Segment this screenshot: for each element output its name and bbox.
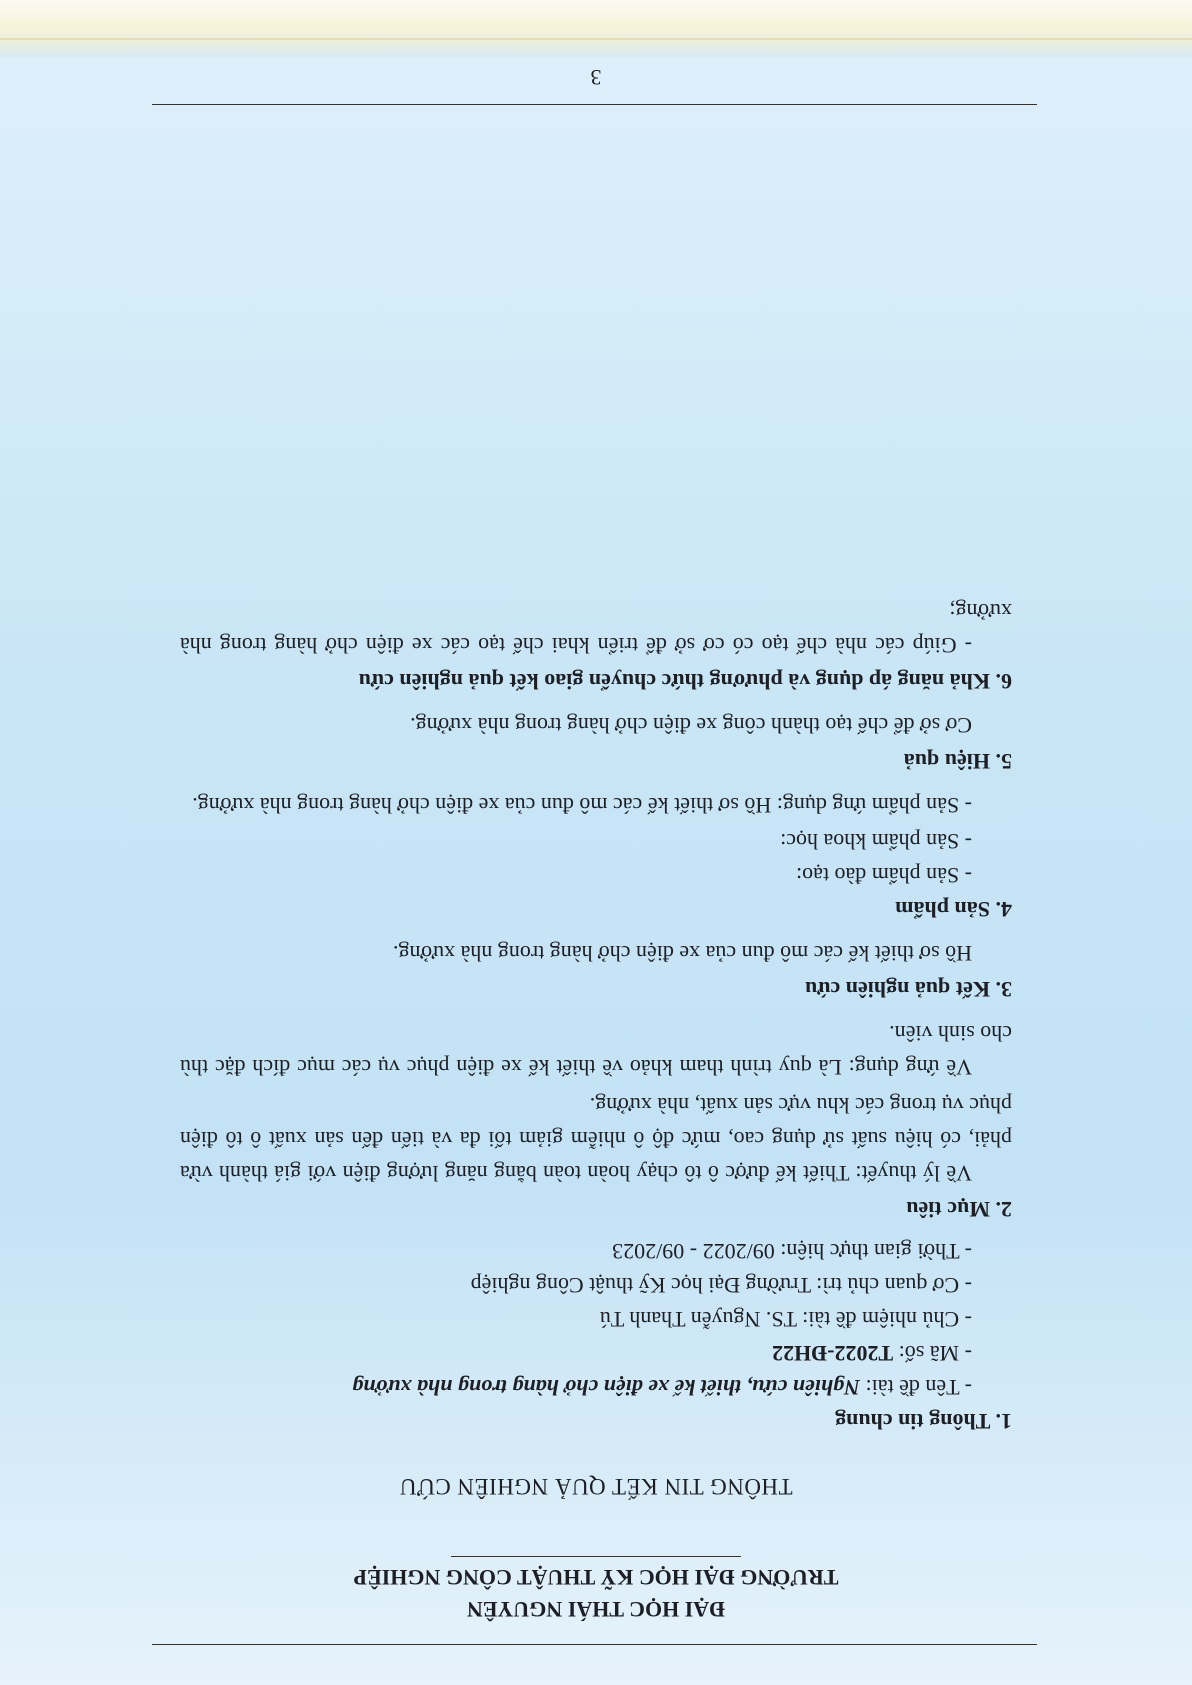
- section-4-heading: 4. Sản phẩm: [895, 897, 1012, 922]
- section-5-heading: 5. Hiệu quả: [903, 749, 1012, 774]
- leader-line: - Chủ nhiệm đề tài: TS. Nguyễn Thanh Tú: [599, 1307, 972, 1332]
- project-code: T2022-ĐH22: [772, 1341, 894, 1366]
- section-2-heading: 2. Mục tiêu: [906, 1197, 1012, 1222]
- topic-line: [180, 1372, 1012, 1402]
- page-number: 3: [590, 65, 602, 90]
- host-line: - Cơ quan chủ trì: Trường Đại học Kỹ thuật Công nghiệp: [470, 1273, 972, 1298]
- applicability-text: - Giúp các nhà chế tạo có cơ sở để triển khai chế tạo các xe điện chở hàng trong nhà xưởng;: [180, 599, 1012, 658]
- section-6-heading: 6. Khả năng áp dụng và phương thức chuyển giao kết quả nghiên cứu: [358, 669, 1012, 694]
- code-label: - Mã số:: [893, 1341, 972, 1366]
- section-3-heading: 3. Kết quả nghiên cứu: [805, 977, 1012, 1002]
- school-name: TRƯỜNG ĐẠI HỌC KỸ THUẬT CÔNG NGHIỆP: [353, 1565, 839, 1590]
- objective-theory: Về lý thuyết: Thiết kế được ô tô chạy hoàn toàn bằng năng lượng điện với giá thành vừa phải, có hiệu suất sử dụng cao, mức độ ô nhiễm giảm tối đa và tiến đến sản xuất ô tô điện phục vụ trong các khu vực sản xuất, nhà xưởng.: [180, 1093, 1012, 1186]
- code-line: [180, 1338, 1012, 1368]
- document-content: [180, 65, 1012, 1645]
- topic-label: - Tên đề tài:: [860, 1375, 972, 1400]
- product-science: - Sản phẩm khoa học:: [780, 829, 972, 854]
- topic-name: Nghiên cứu, thiết kế xe điện chở hàng trong nhà xưởng: [352, 1375, 860, 1400]
- university-name: ĐẠI HỌC THÁI NGUYÊN: [466, 1597, 726, 1622]
- school-underline: [451, 1556, 741, 1557]
- objective-application: Về ứng dụng: Là quy trình tham khảo về thiết kế xe điện phục vụ các mục đích đặc thù cho sinh viên.: [180, 1021, 1012, 1080]
- product-application: - Sản phẩm ứng dụng: Hồ sơ thiết kế các mô đun của xe điện chở hàng trong nhà xưởng.: [192, 793, 972, 818]
- results-text: Hồ sơ thiết kế các mô đun của xe điện chở hàng trong nhà xưởng.: [393, 941, 972, 966]
- section-1-heading: 1. Thông tin chung: [835, 1409, 1012, 1434]
- document-title: THÔNG TIN KẾT QUẢ NGHIÊN CỨU: [399, 1474, 793, 1499]
- effectiveness-text: Cơ sở để chế tạo thành công xe điện chở hàng trong nhà xưởng.: [410, 713, 972, 738]
- product-training: - Sản phẩm đào tạo:: [796, 863, 972, 888]
- header-rule: [152, 1644, 1037, 1645]
- footer-rule: [152, 104, 1037, 105]
- period-line: - Thời gian thực hiện: 09/2022 - 09/2023: [612, 1239, 972, 1264]
